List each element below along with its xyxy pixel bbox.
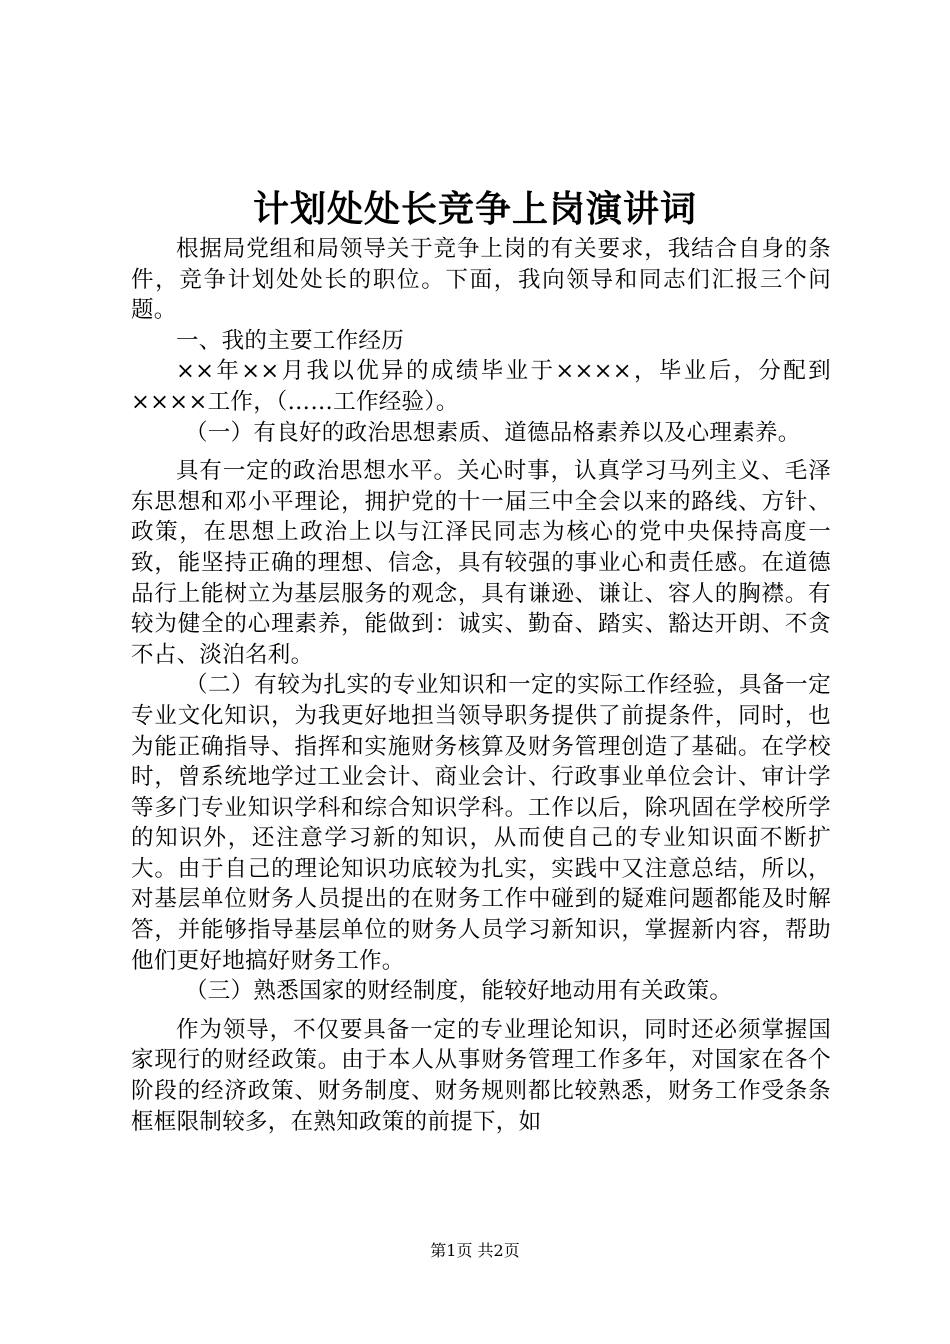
subheading-financial-policy: （三）熟悉国家的财经制度，能较好地动用有关政策。 [185,978,733,1005]
paragraph-professional-knowledge: （二）有较为扎实的专业知识和一定的实际工作经验，具备一定专业文化知识，为我更好地担当领导职务提供了前提条件，同时，也为能正确指导、指挥和实施财务核算及财务管理创造了基础。在学校时，曾系统地学过工业会计、商业会计、行政事业单位会计、审计学等多门专业知识学科和综合知识学科。工作以后，除巩固在学校所学的知识外，还注意学习新的知识，从而使自己的专业知识面不断扩大。由于自己的理论知识功底较为扎实，实践中又注意总结，所以，对基层单位财务人员提出的在财务工作中碰到的疑难问题都能及时解答，并能够指导基层单位的财务人员学习新知识，掌握新内容，帮助他们更好地搞好财务工作。 [131,672,831,974]
document-title: 计划处处长竞争上岗演讲词 [252,188,697,230]
paragraph-graduation: ××年××月我以优异的成绩毕业于××××，毕业后，分配到××××工作，（……工作经验）。 [131,358,831,415]
paragraph-political-quality: 具有一定的政治思想水平。关心时事，认真学习马列主义、毛泽东思想和邓小平理论，拥护党的十一届三中全会以来的路线、方针、政策，在思想上政治上以与江泽民同志为核心的党中央保持高度一致，能坚持正确的理想、信念，具有较强的事业心和责任感。在道德品行上能树立为基层服务的观念，具有谦逊、谦让、容人的胸襟。有较为健全的心理素养，能做到：诚实、勤奋、踏实、豁达开朗、不贪不占、淡泊名利。 [131,458,831,668]
paragraph-intro: 根据局党组和局领导关于竞争上岗的有关要求，我结合自身的条件，竞争计划处处长的职位。下面，我向领导和同志们汇报三个问题。 [131,236,831,324]
document-body [131,234,831,1137]
subheading-political-quality: （一）有良好的政治思想素质、道德品格素养以及心理素养。 [185,419,801,446]
paragraph-financial-policy: 作为领导，不仅要具备一定的专业理论知识，同时还必须掌握国家现行的财经政策。由于本人从事财务管理工作多年，对国家在各个阶段的经济政策、财务制度、财务规则都比较熟悉，财务工作受条条框框限制较多，在熟知政策的前提下，如 [131,1016,831,1135]
page-footer: 第1页 共2页 [430,1241,520,1260]
section-heading-work-experience: 一、我的主要工作经历 [176,327,405,354]
